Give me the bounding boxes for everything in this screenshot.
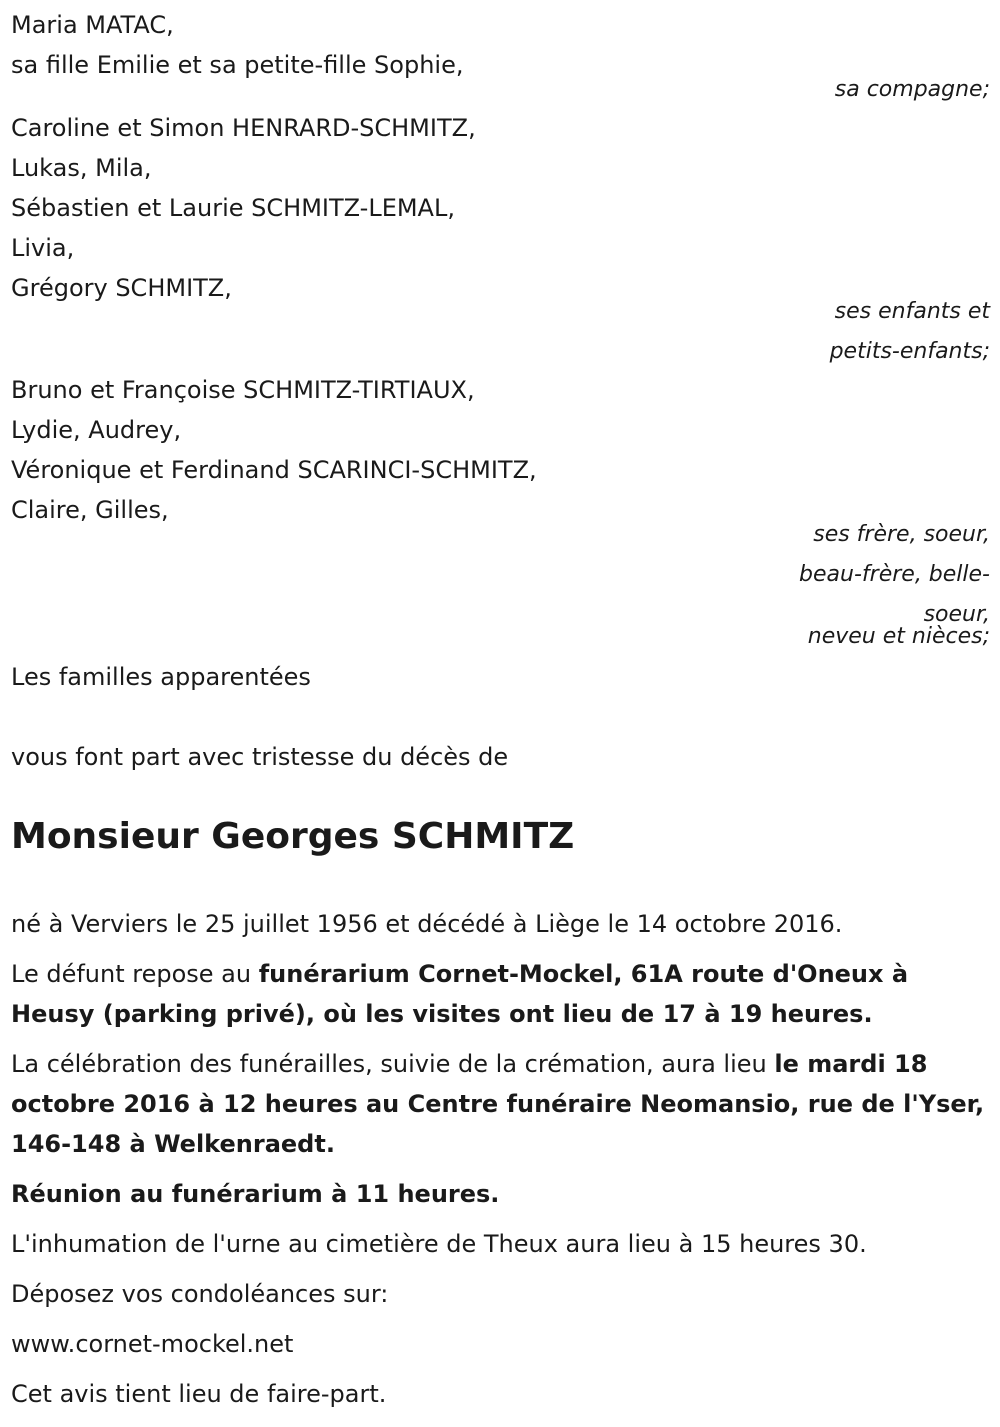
ceremony-intro: La célébration des funérailles, suivie de la crémation, aura lieu — [11, 1050, 775, 1078]
child-line: Caroline et Simon HENRARD-SCHMITZ, — [11, 114, 476, 142]
ceremony-details: le mardi 18 octobre 2016 à 12 heures au Centre funéraire Neomansio, rue de l'Yser, 146-148 à Welkenraedt. — [11, 1050, 985, 1158]
child-line: Lukas, Mila, — [11, 154, 152, 182]
announcement: vous font part avec tristesse du décès de — [11, 743, 509, 771]
children-role: petits-enfants; — [829, 339, 990, 364]
condolences-label: Déposez vos condoléances sur: — [11, 1280, 389, 1308]
sibling-line: Véronique et Ferdinand SCARINCI-SCHMITZ, — [11, 456, 537, 484]
children-role: ses enfants et — [834, 299, 990, 324]
website-link[interactable]: www.cornet-mockel.net — [11, 1330, 294, 1358]
notice: Cet avis tient lieu de faire-part. — [11, 1380, 387, 1408]
birth-death: né à Verviers le 25 juillet 1956 et décédé à Liège le 14 octobre 2016. — [11, 910, 843, 938]
sibling-line: Lydie, Audrey, — [11, 416, 182, 444]
child-line: Grégory SCHMITZ, — [11, 274, 232, 302]
siblings-role: ses frère, soeur, — [813, 522, 990, 547]
repose-intro: Le défunt repose au — [11, 960, 259, 988]
repose-details: funérarium Cornet-Mockel, 61A route d'Oneux à Heusy (parking privé), où les visites ont lieu de 17 à 19 heures. — [11, 960, 909, 1028]
deceased-name: Monsieur Georges SCHMITZ — [11, 816, 575, 857]
sibling-line: Bruno et Françoise SCHMITZ-TIRTIAUX, — [11, 376, 475, 404]
relatives: Les familles apparentées — [11, 663, 311, 691]
siblings-role: neveu et nièces; — [807, 624, 990, 649]
ceremony-paragraph — [11, 1044, 986, 1164]
child-line: Sébastien et Laurie SCHMITZ-LEMAL, — [11, 194, 455, 222]
siblings-role: soeur, — [923, 602, 990, 627]
partner-family: sa fille Emilie et sa petite-fille Sophie, — [11, 51, 464, 79]
siblings-role: beau-frère, belle- — [799, 562, 990, 587]
partner-name: Maria MATAC, — [11, 11, 174, 39]
meeting: Réunion au funérarium à 11 heures. — [11, 1180, 500, 1208]
child-line: Livia, — [11, 234, 75, 262]
partner-role: sa compagne; — [834, 77, 990, 102]
sibling-line: Claire, Gilles, — [11, 496, 169, 524]
repose-paragraph — [11, 954, 986, 1034]
burial: L'inhumation de l'urne au cimetière de Theux aura lieu à 15 heures 30. — [11, 1230, 867, 1258]
